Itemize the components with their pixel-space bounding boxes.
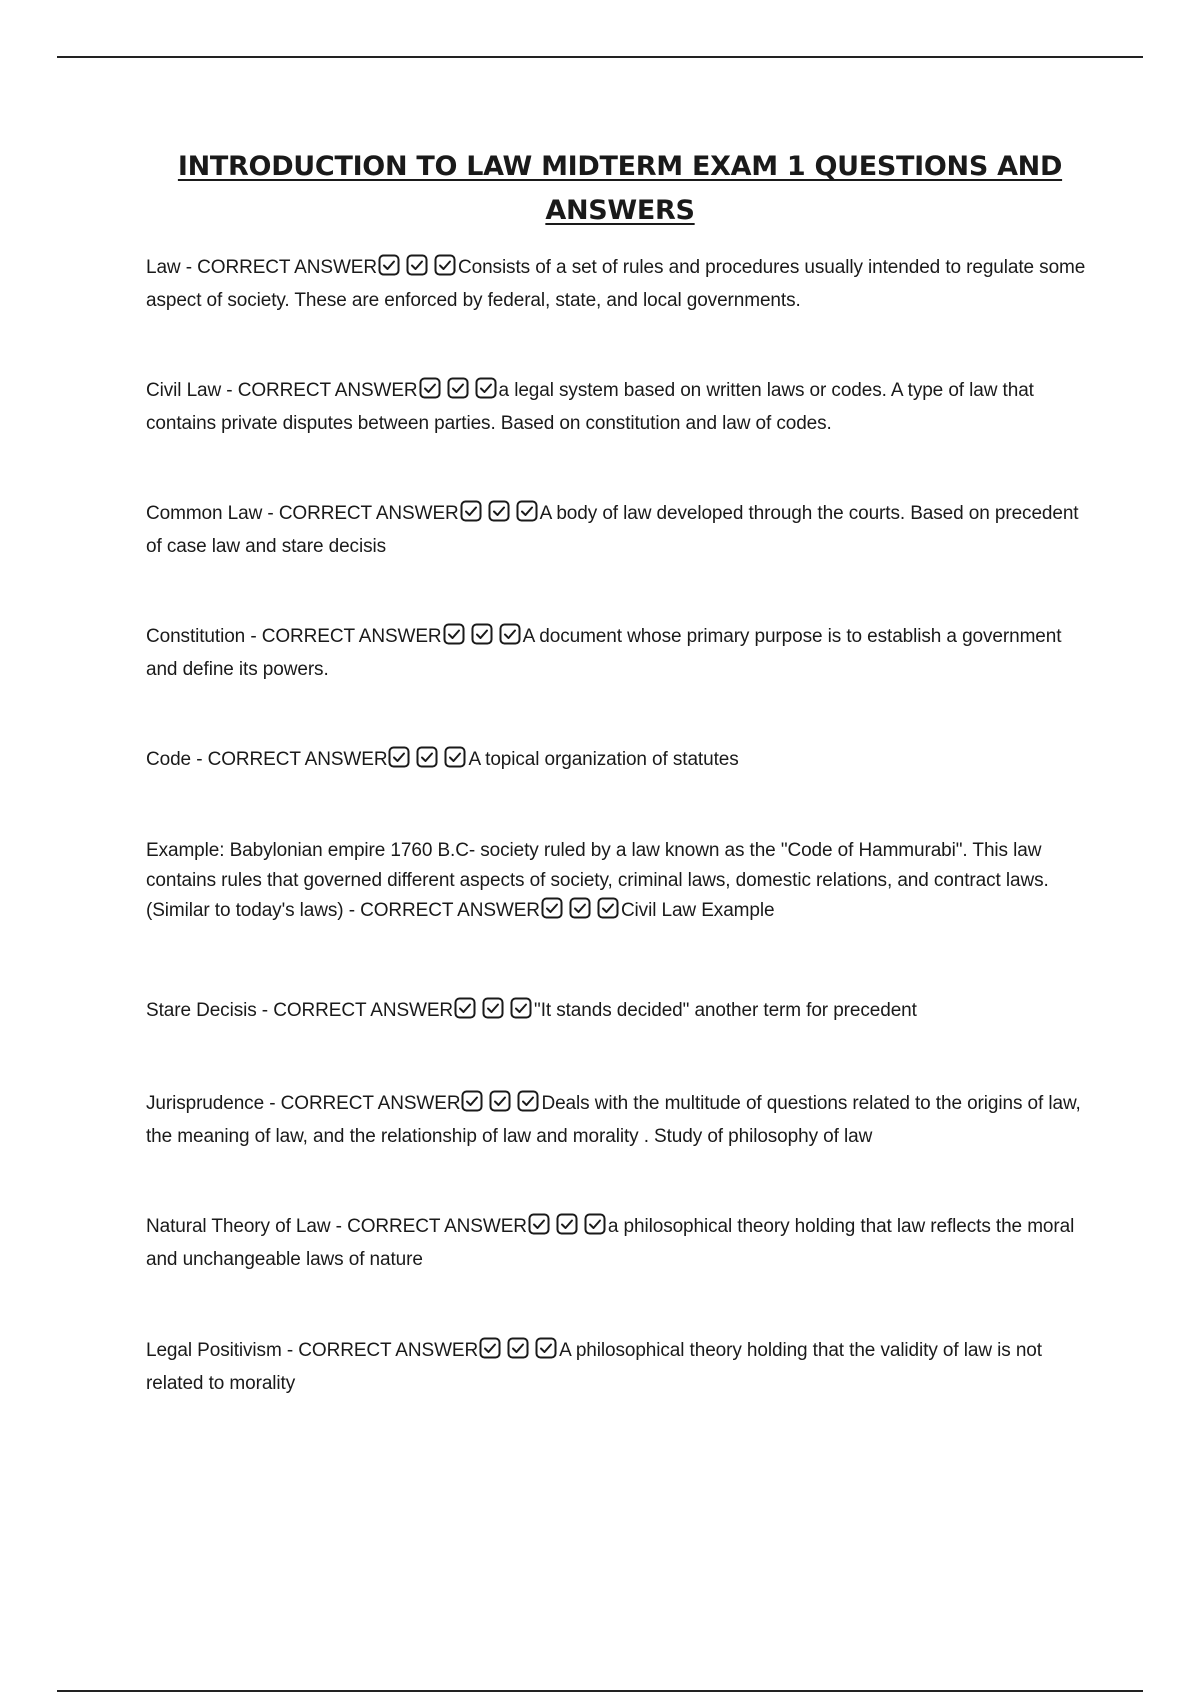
checkbox-checked-icon [388, 746, 410, 768]
checkbox-checked-icon [444, 746, 466, 768]
checkbox-checked-icon [406, 254, 428, 276]
checkbox-checked-icon [443, 623, 465, 645]
qa-term: Civil Law [146, 380, 222, 401]
qa-term: Stare Decisis [146, 1000, 257, 1021]
qa-separator: - [191, 749, 208, 770]
checkbox-checked-icon [447, 377, 469, 399]
qa-item [146, 745, 1086, 778]
qa-item [146, 1089, 1086, 1152]
qa-term: Natural Theory of Law [146, 1216, 331, 1237]
check-icons [454, 997, 533, 1029]
qa-separator: - [330, 1216, 348, 1237]
checkbox-checked-icon [460, 500, 482, 522]
qa-term: Law [146, 257, 181, 278]
answer-marker: CORRECT ANSWER [280, 1093, 461, 1114]
qa-definition: A topical organization of statutes [468, 749, 739, 770]
checkbox-checked-icon [416, 746, 438, 768]
answer-marker: CORRECT ANSWER [273, 1000, 454, 1021]
checkbox-checked-icon [517, 1090, 539, 1112]
checkbox-checked-icon [475, 377, 497, 399]
qa-term: Code [146, 749, 192, 770]
qa-definition: A philosophical theory holding that the validity of law is not related to morality [146, 1340, 1042, 1394]
answer-marker: CORRECT ANSWER [197, 257, 377, 278]
check-icons [541, 897, 620, 929]
qa-definition: a legal system based on written laws or codes. A type of law that contains private disputes between parties. Based on constitution and law of codes. [146, 380, 1034, 434]
bottom-rule [57, 1690, 1143, 1692]
checkbox-checked-icon [479, 1337, 501, 1359]
qa-separator: - [245, 626, 262, 647]
check-icons [479, 1337, 558, 1369]
checkbox-checked-icon [535, 1337, 557, 1359]
qa-separator: - [262, 503, 279, 524]
qa-item [146, 376, 1086, 439]
checkbox-checked-icon [556, 1213, 578, 1235]
checkbox-checked-icon [528, 1213, 550, 1235]
checkbox-checked-icon [461, 1090, 483, 1112]
qa-definition: Civil Law Example [620, 900, 775, 921]
check-icons [443, 623, 522, 655]
qa-term: Example: Babylonian empire 1760 B.C- society ruled by a law known as the "Code of Hammurabi". This law contains rules that governed different aspects of society, criminal laws, domestic relations, and contract laws. (Similar to today's laws) [146, 840, 1049, 921]
qa-term: Jurisprudence [146, 1093, 265, 1114]
answer-marker: CORRECT ANSWER [360, 900, 540, 921]
qa-separator: - [281, 1340, 299, 1361]
checkbox-checked-icon [499, 623, 521, 645]
document-title: INTRODUCTION TO LAW MIDTERM EXAM 1 QUESTIONS AND ANSWERS [177, 151, 1063, 226]
checkbox-checked-icon [434, 254, 456, 276]
qa-definition: a philosophical theory holding that law reflects the moral and unchangeable laws of nature [146, 1216, 1075, 1270]
checkbox-checked-icon [541, 897, 563, 919]
checkbox-checked-icon [584, 1213, 606, 1235]
answer-marker: CORRECT ANSWER [298, 1340, 479, 1361]
qa-separator: - [221, 380, 238, 401]
checkbox-checked-icon [489, 1090, 511, 1112]
answer-marker: CORRECT ANSWER [237, 380, 418, 401]
check-icons [461, 1090, 540, 1122]
qa-item [146, 1336, 1086, 1399]
qa-item [146, 253, 1086, 316]
check-icons [378, 254, 457, 286]
qa-definition: "It stands decided" another term for precedent [534, 1000, 917, 1021]
checkbox-checked-icon [510, 997, 532, 1019]
qa-definition: Deals with the multitude of questions related to the origins of law, the meaning of law, and the relationship of law and morality . Study of philosophy of law [146, 1093, 1081, 1147]
qa-separator: - [180, 257, 198, 278]
qa-separator: - [343, 900, 361, 921]
top-rule [57, 56, 1143, 58]
qa-item [146, 622, 1086, 685]
checkbox-checked-icon [419, 377, 441, 399]
check-icons [388, 746, 467, 778]
qa-item [146, 1212, 1086, 1275]
check-icons [460, 500, 539, 532]
checkbox-checked-icon [569, 897, 591, 919]
qa-term: Common Law [146, 503, 263, 524]
check-icons [419, 377, 498, 409]
qa-item [146, 836, 1086, 929]
checkbox-checked-icon [597, 897, 619, 919]
checkbox-checked-icon [454, 997, 476, 1019]
checkbox-checked-icon [378, 254, 400, 276]
answer-marker: CORRECT ANSWER [347, 1216, 527, 1237]
qa-separator: - [256, 1000, 274, 1021]
qa-term: Legal Positivism [146, 1340, 282, 1361]
checkbox-checked-icon [507, 1337, 529, 1359]
checkbox-checked-icon [516, 500, 538, 522]
qa-term: Constitution [146, 626, 246, 647]
checkbox-checked-icon [471, 623, 493, 645]
checkbox-checked-icon [482, 997, 504, 1019]
check-icons [528, 1213, 607, 1245]
checkbox-checked-icon [488, 500, 510, 522]
answer-marker: CORRECT ANSWER [207, 749, 388, 770]
answer-marker: CORRECT ANSWER [278, 503, 459, 524]
qa-definition: Consists of a set of rules and procedures usually intended to regulate some aspect of society. These are enforced by federal, state, and local governments. [146, 257, 1086, 311]
qa-definition: A document whose primary purpose is to establish a government and define its powers. [146, 626, 1062, 680]
qa-item [146, 996, 1086, 1029]
qa-separator: - [264, 1093, 281, 1114]
answer-marker: CORRECT ANSWER [261, 626, 442, 647]
qa-definition: A body of law developed through the courts. Based on precedent of case law and stare decisis [146, 503, 1079, 557]
qa-item [146, 499, 1086, 562]
